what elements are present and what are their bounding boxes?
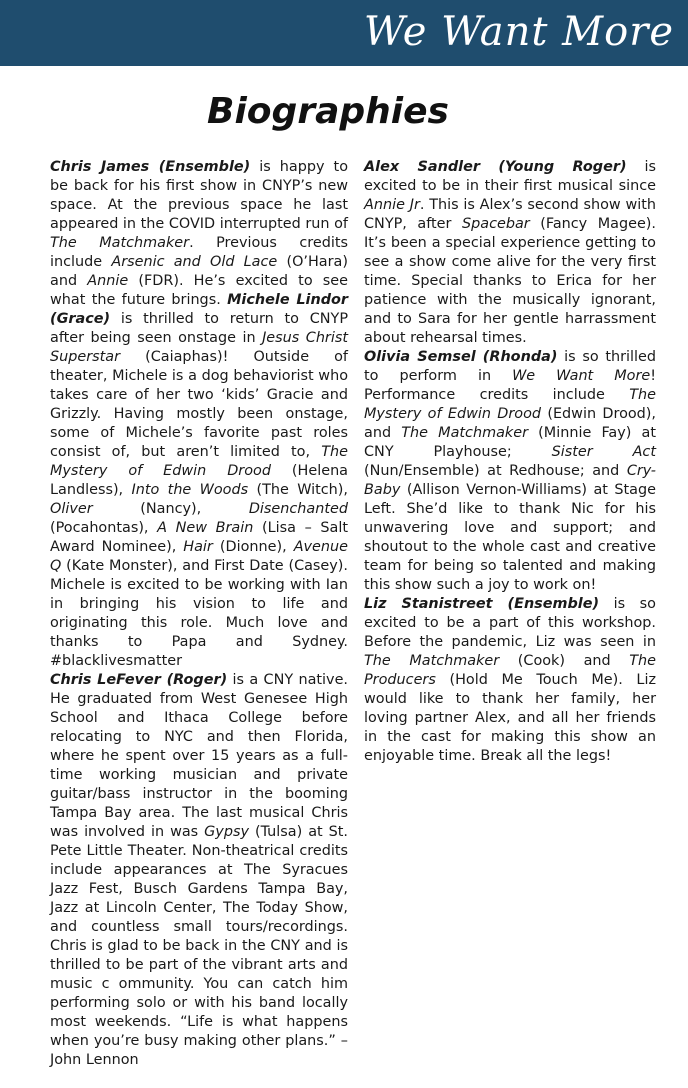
bio-text: (Nancy), <box>92 501 249 517</box>
show-title: Sister Act <box>551 444 656 460</box>
show-title: Disenchanted <box>248 501 348 517</box>
bio-text: ! Performance credits include <box>364 368 656 403</box>
show-title: Annie <box>87 273 129 289</box>
bio-name: Michele Lindor (Grace) <box>50 292 348 327</box>
show-title: Jesus Christ Superstar <box>50 330 348 365</box>
show-title: Avenue Q <box>50 539 348 574</box>
show-title: A New Brain <box>157 520 254 536</box>
show-title: Spacebar <box>461 216 530 232</box>
bio-text: (FDR). He’s excited to see what the future brings. <box>50 273 348 308</box>
bio-alex-sandler <box>364 158 656 348</box>
show-title: Oliver <box>50 501 93 517</box>
show-title: The Mystery of Edwin Drood <box>50 444 348 479</box>
bio-name: Liz Stanistreet (Ensemble) <box>364 596 600 612</box>
bio-text: is excited to be in their first musical since <box>364 159 656 194</box>
header-title: We Want More <box>363 9 674 55</box>
bio-name: Chris James (Ensemble) <box>50 159 251 175</box>
bio-text: (The Witch), <box>248 482 348 498</box>
bio-name: Olivia Semsel (Rhonda) <box>364 349 558 365</box>
bio-text: (Kate Monster), and First Date (Casey). Michele is excited to be working with Ian in bringing his vision to life and originating this role. Much love and thanks to Papa and Sydney. #blacklivesmatter <box>50 558 348 669</box>
bio-text: is so excited to be a part of this workshop. Before the pandemic, Liz was seen in <box>364 596 656 650</box>
bio-text: . Previous credits include <box>50 235 348 270</box>
bio-text: (Edwin Drood), and <box>364 406 656 441</box>
show-title: Gypsy <box>204 824 249 840</box>
show-title: The Mystery of Edwin Drood <box>364 387 656 422</box>
show-title: The Producers <box>364 653 656 688</box>
bio-olivia-semsel <box>364 348 656 595</box>
bio-name: Chris LeFever (Roger) <box>50 672 228 688</box>
bio-text: is thrilled to return to CNYP after being seen onstage in <box>50 311 348 346</box>
page-title: Biographies <box>207 91 449 132</box>
bio-text: (Helena Landless), <box>50 463 349 498</box>
bio-text: (Caiaphas)! Outside of theater, Michele is a dog behaviorist who takes care of her two ‘kids’ Gracie and Grizzly. Having mostly been onstage, some of Michele’s favorite past roles consist of, but aren’t limited to, <box>50 349 348 460</box>
show-title: Into the Woods <box>131 482 249 498</box>
show-title: Cry-Baby <box>364 463 656 498</box>
header-bar <box>0 0 688 66</box>
bio-text: (Cook) and <box>499 653 630 669</box>
bio-text: (Tulsa) at St. Pete Little Theater. Non-theatrical credits include appearances at The Syracues Jazz Fest, Busch Gardens Tampa Bay, Jazz at Lincoln Center, The Today Show, and countless small tours/recordings. Chris is glad to be back in the CNY and is thrilled to be part of the vibrant arts and music c ommunity. You can catch him performing solo or with his band locally most weekends. “Life is what happens when you’re busy making other plans.” – John Lennon <box>50 824 348 1068</box>
show-title: The Matchmaker <box>401 425 529 441</box>
bio-text: (Allison Vernon-Williams) at Stage Left. She’d like to thank Nic for his unwavering love and support; and shoutout to the whole cast and creative team for being so talented and making this show such a joy to work on! <box>364 482 656 593</box>
bio-text: (Nun/Ensemble) at Redhouse; and <box>364 463 627 479</box>
show-title: Annie Jr <box>364 197 420 213</box>
bio-text: . This is Alex’s second show with CNYP, after <box>364 197 656 232</box>
show-title: The Matchmaker <box>364 653 500 669</box>
bio-text: (Pocahontas), <box>50 520 158 536</box>
bio-text: (Lisa – Salt Award Nominee), <box>50 520 348 555</box>
bio-text: (Dionne), <box>212 539 294 555</box>
bio-name: Alex Sandler (Young Roger) <box>364 159 627 175</box>
show-title: We Want More <box>512 368 651 384</box>
left-column <box>50 158 348 1070</box>
show-title: Arsenic and Old Lace <box>111 254 278 270</box>
bio-text: is so thrilled to perform in <box>364 349 656 384</box>
bio-text: (Fancy Magee). It’s been a special experience getting to see a show come alive for the very first time. Special thanks to Erica for her patience with the musically ignorant, and to Sara for her gentle harrassment about rehearsal times. <box>364 216 656 346</box>
bio-text: (O’Hara) and <box>50 254 348 289</box>
bio-text: (Minnie Fay) at CNY Playhouse; <box>364 425 656 460</box>
bio-chris-james <box>50 158 348 671</box>
bio-text: (Hold Me Touch Me). Liz would like to thank her family, her loving partner Alex, and all her friends in the cast for making this show an enjoyable time. Break all the legs! <box>364 672 656 764</box>
bio-liz-stanistreet <box>364 595 656 766</box>
bio-text: is a CNY native. He graduated from West Genesee High School and Ithaca College before relocating to NYC and then Florida, where he spent over 15 years as a full-time working musician and private guitar/bass instructor in the booming Tampa Bay area. The last musical Chris was involved in was <box>50 672 348 840</box>
bio-text: is happy to be back for his first show in CNYP’s new space. At the previous space he last appeared in the COVID interrupted run of <box>50 159 349 232</box>
show-title: The Matchmaker <box>50 235 190 251</box>
show-title: Hair <box>183 539 213 555</box>
bio-chris-lefever <box>50 671 348 1070</box>
right-column <box>364 158 656 766</box>
